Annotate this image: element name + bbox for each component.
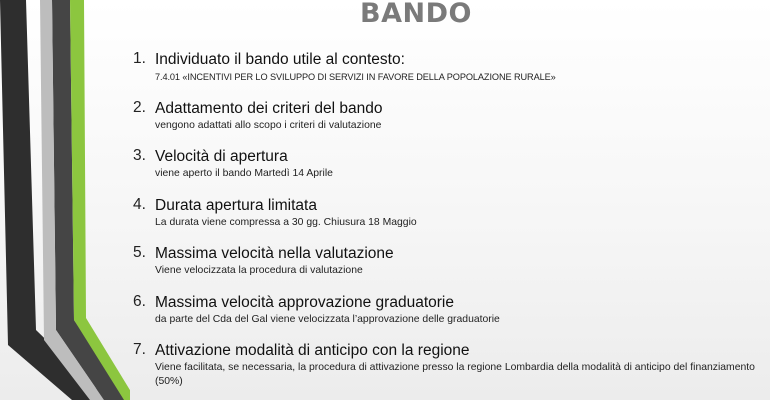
numbered-list [133,50,763,390]
item-number: 7. [133,341,146,358]
page-title: BANDO [360,0,472,29]
item-number: 6. [133,292,146,310]
list-item [133,50,763,99]
item-heading: Massima velocità approvazione graduatorie [155,293,454,311]
item-detail: viene aperto il bando Martedì 14 Aprile [155,168,333,179]
list-item [133,244,763,293]
item-heading: Adattamento dei criteri del bando [155,99,383,117]
item-number: 3. [133,147,146,164]
item-heading: Individuato il bando utile al contesto: [155,51,405,68]
item-detail: Viene velocizzata la procedura di valutazione [155,265,363,276]
item-heading: Massima velocità nella valutazione [155,245,394,262]
item-detail: 7.4.01 «INCENTIVI PER LO SVILUPPO DI SERVIZI IN FAVORE DELLA POPOLAZIONE RURALE» [155,72,556,82]
item-heading: Durata apertura limitata [155,196,317,214]
item-number: 1. [133,50,146,67]
list-item [133,293,763,342]
item-heading: Velocità di apertura [155,148,288,165]
item-detail: La durata viene compressa a 30 gg. Chiusura 18 Maggio [155,216,417,228]
item-heading: Attivazione modalità di anticipo con la regione [155,342,470,359]
item-number: 4. [133,195,146,213]
item-detail: da parte del Cda del Gal viene velocizzata l’approvazione delle graduatorie [155,313,500,325]
list-item [133,341,763,390]
item-detail: Viene facilitata, se necessaria, la procedura di attivazione presso la regione Lombardia della modalità di anticipo del finanziamento (50%) [155,362,755,387]
item-number: 2. [133,98,146,116]
list-item [133,99,763,148]
item-detail: vengono adattati allo scopo i criteri di valutazione [155,119,382,131]
item-number: 5. [133,244,146,261]
list-item [133,147,763,196]
decorative-stripes [0,0,130,400]
list-item [133,196,763,245]
